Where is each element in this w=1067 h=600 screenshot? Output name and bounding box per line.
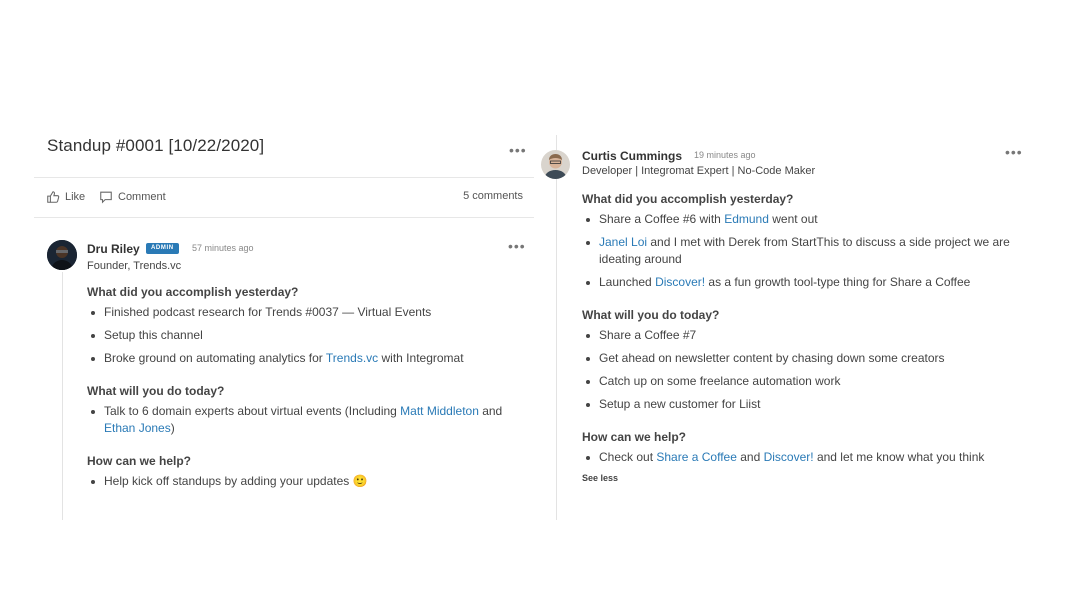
list-item: Catch up on some freelance automation work [582, 373, 1012, 390]
text: Launched [599, 275, 656, 289]
list-item: Setup this channel [87, 327, 507, 344]
author-subtitle: Founder, Trends.vc [87, 260, 182, 272]
list-item: Finished podcast research for Trends #0037 — Virtual Events [87, 304, 507, 321]
list-item [582, 274, 1012, 291]
list-item: Get ahead on newsletter content by chasing down some creators [582, 350, 1012, 367]
more-dots-icon[interactable]: ••• [508, 238, 526, 254]
share-a-coffee-link[interactable]: Share a Coffee [656, 450, 737, 464]
like-label: Like [65, 191, 86, 203]
text: Broke ground on automating analytics for [104, 351, 326, 365]
text: and I met with Derek from StartThis to discuss a side project we are ideating around [599, 235, 1010, 266]
thread-line [62, 272, 63, 520]
avatar[interactable] [541, 150, 570, 179]
text: Share a Coffee #6 with [599, 212, 725, 226]
discover-link[interactable]: Discover! [763, 450, 814, 464]
text: Talk to 6 domain experts about virtual events (Including [104, 404, 401, 418]
text: with Integromat [378, 351, 464, 365]
list-item [582, 234, 1012, 268]
text: and [736, 450, 764, 464]
trends-link[interactable]: Trends.vc [325, 351, 379, 365]
matt-middleton-link[interactable]: Matt Middleton [400, 404, 479, 418]
thread-line [556, 135, 557, 520]
comment-time: 57 minutes ago [192, 243, 254, 253]
bullet-list [87, 473, 507, 490]
bullet-list [87, 403, 507, 437]
see-less-button[interactable]: See less [582, 473, 619, 483]
section-heading: How can we help? [87, 454, 192, 468]
list-item: Share a Coffee #7 [582, 327, 1012, 344]
list-item [87, 350, 507, 367]
list-item [582, 449, 1012, 466]
ethan-jones-link[interactable]: Ethan Jones [104, 421, 171, 435]
section-heading: How can we help? [582, 430, 687, 444]
like-button[interactable] [46, 190, 85, 204]
curtis-avatar-image [541, 150, 570, 179]
admin-badge: ADMIN [146, 243, 179, 254]
text: as a fun growth tool-type thing for Share a Coffee [705, 275, 971, 289]
author-subtitle: Developer | Integromat Expert | No-Code Maker [582, 165, 816, 177]
comment-button[interactable] [99, 190, 166, 204]
section-heading: What will you do today? [87, 384, 225, 398]
comment-icon [99, 190, 113, 204]
list-item: Help kick off standups by adding your updates 🙂 [87, 473, 507, 490]
post-title: Standup #0001 [10/22/2020] [47, 136, 265, 155]
divider [34, 177, 534, 178]
author-name[interactable]: Dru Riley [87, 242, 140, 256]
bullet-list [582, 449, 1012, 466]
post-panel [34, 125, 534, 520]
comment-body [582, 192, 1012, 483]
comments-count-link[interactable]: 5 comments [463, 190, 523, 202]
text: went out [768, 212, 818, 226]
list-item [582, 211, 1012, 228]
discover-link[interactable]: Discover! [655, 275, 706, 289]
list-item [87, 403, 507, 437]
comment-body [87, 285, 507, 496]
janel-loi-link[interactable]: Janel Loi [599, 235, 648, 249]
section-heading: What did you accomplish yesterday? [87, 285, 299, 299]
more-dots-icon[interactable]: ••• [1005, 144, 1023, 160]
text: and [478, 404, 503, 418]
text: ) [170, 421, 175, 435]
action-bar [46, 190, 523, 206]
divider [34, 217, 534, 218]
bullet-list [582, 327, 1012, 413]
text: and let me know what you think [813, 450, 985, 464]
bullet-list [582, 211, 1012, 291]
section-heading: What will you do today? [582, 308, 720, 322]
text: Check out [599, 450, 657, 464]
author-name[interactable]: Curtis Cummings [582, 149, 683, 163]
list-item: Setup a new customer for Liist [582, 396, 1012, 413]
bullet-list [87, 304, 507, 367]
avatar[interactable] [47, 240, 77, 270]
section-heading: What did you accomplish yesterday? [582, 192, 794, 206]
comment-time: 19 minutes ago [694, 150, 756, 160]
more-dots-icon[interactable]: ••• [509, 142, 527, 158]
thumbs-up-icon [46, 190, 60, 204]
dru-avatar-image [47, 240, 77, 270]
edmund-link[interactable]: Edmund [724, 212, 769, 226]
comment-label: Comment [118, 191, 166, 203]
